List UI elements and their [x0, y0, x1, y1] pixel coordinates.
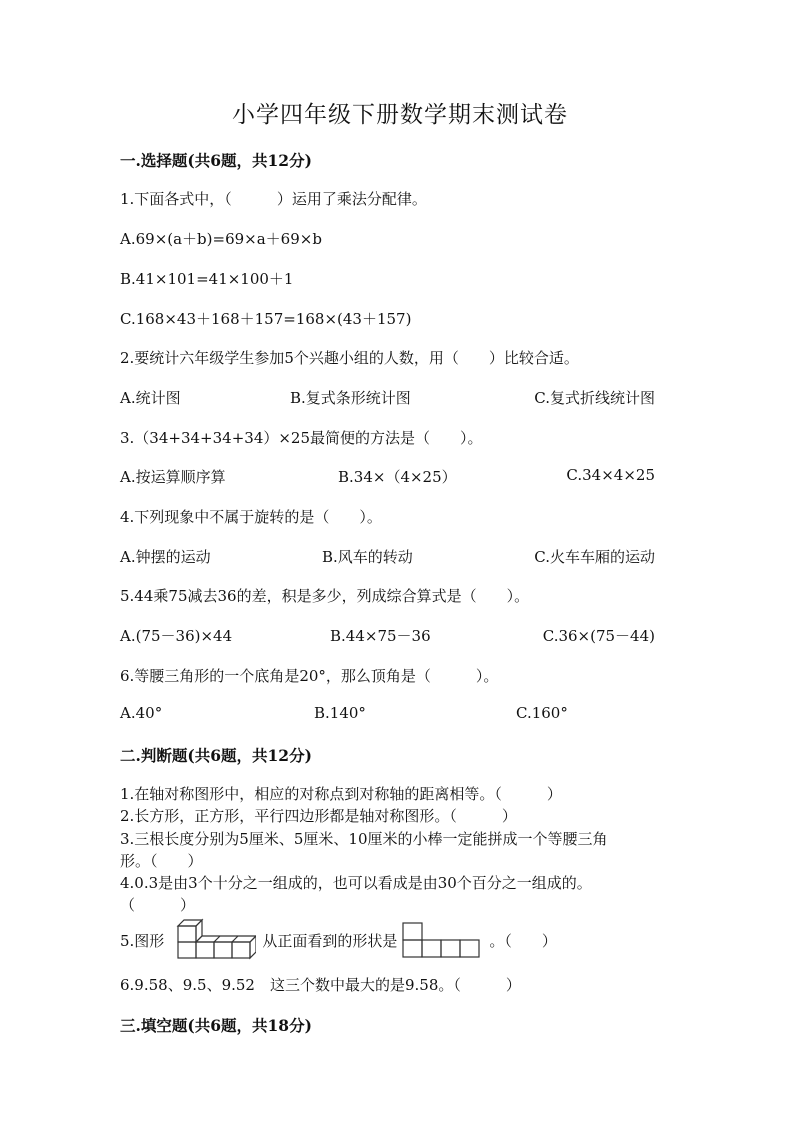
cube-bottom-4 [232, 942, 250, 958]
cube-top-front [178, 926, 196, 942]
view-square-2 [422, 940, 441, 957]
judgement-5-text-3: 。（ ） [489, 931, 557, 950]
view-square-1 [403, 940, 422, 957]
cube-bottom-3 [214, 942, 232, 958]
question-1-option-c: C.168×43＋168＋157=168×(43＋157) [120, 310, 412, 328]
question-5-option-a: A.(75－36)×44 [120, 627, 233, 645]
question-3-option-a: A.按运算顺序算 [120, 468, 226, 486]
judgement-5 [120, 918, 557, 962]
judgement-2: 2.长方形，正方形，平行四边形都是轴对称图形。（ ） [120, 807, 517, 825]
question-2-option-a: A.统计图 [120, 389, 181, 407]
question-4-option-c: C.火车车厢的运动 [534, 548, 655, 566]
judgement-4-line-2: （ ） [120, 896, 196, 914]
judgement-3-line-1: 3.三根长度分别为5厘米、5厘米、10厘米的小棒一定能拼成一个等腰三角 [120, 830, 608, 848]
cube-bottom-1 [178, 942, 196, 958]
judgement-1: 1.在轴对称图形中，相应的对称点到对称轴的距离相等。（ ） [120, 785, 562, 803]
cube-stack-figure [172, 918, 256, 962]
page-title: 小学四年级下册数学期末测试卷 [232, 102, 568, 128]
question-1-option-b: B.41×101=41×100＋1 [120, 270, 294, 288]
judgement-4-line-1: 4.0.3是由3个十分之一组成的，也可以看成是由30个百分之一组成的。 [120, 874, 592, 892]
section-heading-fill-blank: 三.填空题(共6题，共18分) [120, 1016, 312, 1035]
view-square-4 [460, 940, 479, 957]
question-4-stem: 4.下列现象中不属于旋转的是（ ）。 [120, 508, 382, 526]
judgement-3-line-2: 形。（ ） [120, 852, 203, 870]
question-5-stem: 5.44乘75减去36的差，积是多少，列成综合算式是（ ）。 [120, 587, 530, 605]
judgement-5-text-1: 5.图形 [120, 931, 165, 950]
cube-bottom-2 [196, 942, 214, 958]
cube-bottom-top [196, 936, 256, 942]
question-3-option-b: B.34×（4×25） [338, 468, 457, 486]
question-1-option-a: A.69×(a＋b)=69×a＋69×b [120, 230, 322, 248]
question-3-option-c: C.34×4×25 [566, 466, 655, 484]
judgement-6: 6.9.58、9.5、9.52 这三个数中最大的是9.58。（ ） [120, 976, 521, 994]
question-2-option-c: C.复式折线统计图 [534, 389, 655, 407]
question-5-option-b: B.44×75－36 [330, 627, 431, 645]
front-view-figure [401, 920, 483, 960]
question-5-option-c: C.36×(75－44) [542, 627, 655, 645]
question-2-option-b: B.复式条形统计图 [290, 389, 411, 407]
question-2-stem: 2.要统计六年级学生参加5个兴趣小组的人数，用（ ）比较合适。 [120, 349, 579, 367]
question-1-stem: 1.下面各式中，（ ）运用了乘法分配律。 [120, 190, 427, 208]
question-6-option-c: C.160° [516, 704, 568, 722]
view-top-square [403, 923, 422, 940]
cube-bottom-side [250, 936, 256, 958]
question-4-option-a: A.钟摆的运动 [120, 548, 211, 566]
section-heading-judgement: 二.判断题(共6题，共12分) [120, 746, 312, 765]
question-3-stem: 3.（34+34+34+34）×25最简便的方法是（ ）。 [120, 429, 483, 447]
question-6-option-b: B.140° [314, 704, 366, 722]
view-square-3 [441, 940, 460, 957]
question-6-option-a: A.40° [120, 704, 163, 722]
section-heading-choice: 一.选择题(共6题，共12分) [120, 151, 312, 170]
judgement-5-text-2: 从正面看到的形状是 [262, 931, 398, 950]
question-6-stem: 6.等腰三角形的一个底角是20°，那么顶角是（ ）。 [120, 667, 499, 685]
question-4-option-b: B.风车的转动 [322, 548, 413, 566]
